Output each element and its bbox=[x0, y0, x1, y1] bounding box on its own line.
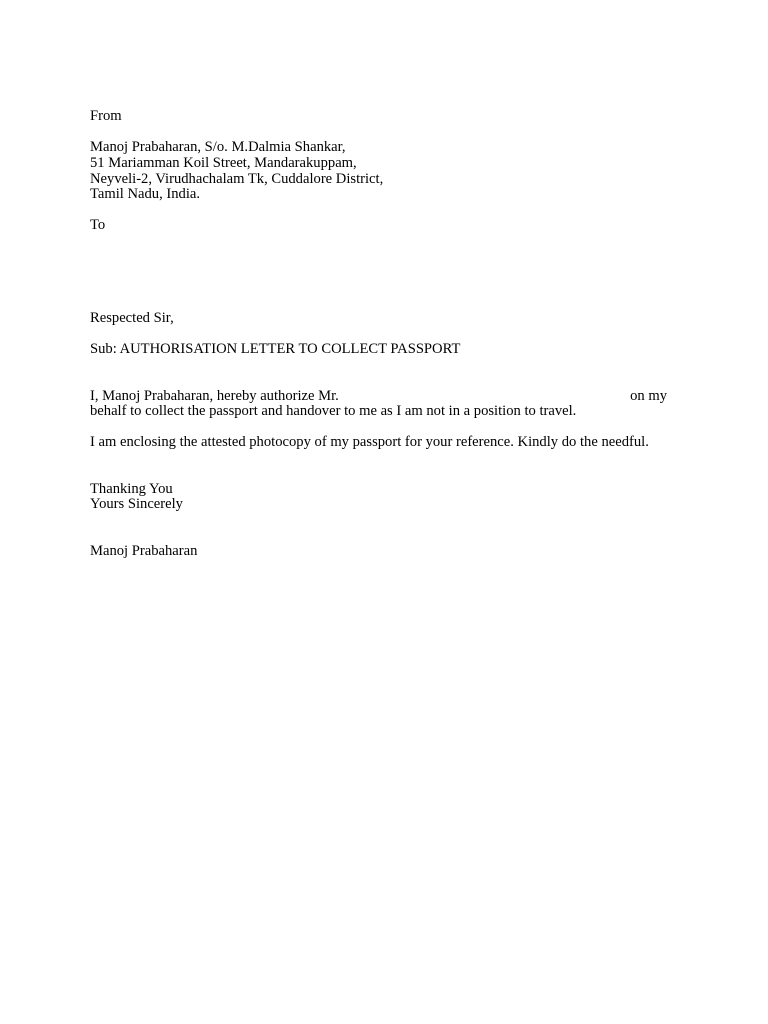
body-paragraph-2: I am enclosing the attested photocopy of my passport for your reference. Kindly do the needful. bbox=[90, 434, 649, 450]
salutation: Respected Sir, bbox=[90, 310, 174, 326]
subject-line: Sub: AUTHORISATION LETTER TO COLLECT PASSPORT bbox=[90, 341, 461, 357]
sender-address-line: Tamil Nadu, India. bbox=[90, 186, 201, 202]
sender-address-line: Neyveli-2, Virudhachalam Tk, Cuddalore District, bbox=[90, 171, 384, 187]
to-label: To bbox=[90, 217, 106, 233]
signature-name: Manoj Prabaharan bbox=[90, 543, 198, 559]
body-paragraph-1-line-1 bbox=[90, 388, 667, 404]
from-label: From bbox=[90, 108, 122, 124]
closing-sincerely: Yours Sincerely bbox=[90, 496, 183, 512]
closing-thanks: Thanking You bbox=[90, 481, 173, 497]
authorization-text-end: on my bbox=[630, 388, 667, 404]
authorization-text: I, Manoj Prabaharan, hereby authorize Mr. bbox=[90, 388, 339, 404]
body-paragraph-1-line-2: behalf to collect the passport and handover to me as I am not in a position to travel. bbox=[90, 403, 577, 419]
sender-address-line: 51 Mariamman Koil Street, Mandarakuppam, bbox=[90, 155, 357, 171]
sender-address-line: Manoj Prabaharan, S/o. M.Dalmia Shankar, bbox=[90, 139, 346, 155]
